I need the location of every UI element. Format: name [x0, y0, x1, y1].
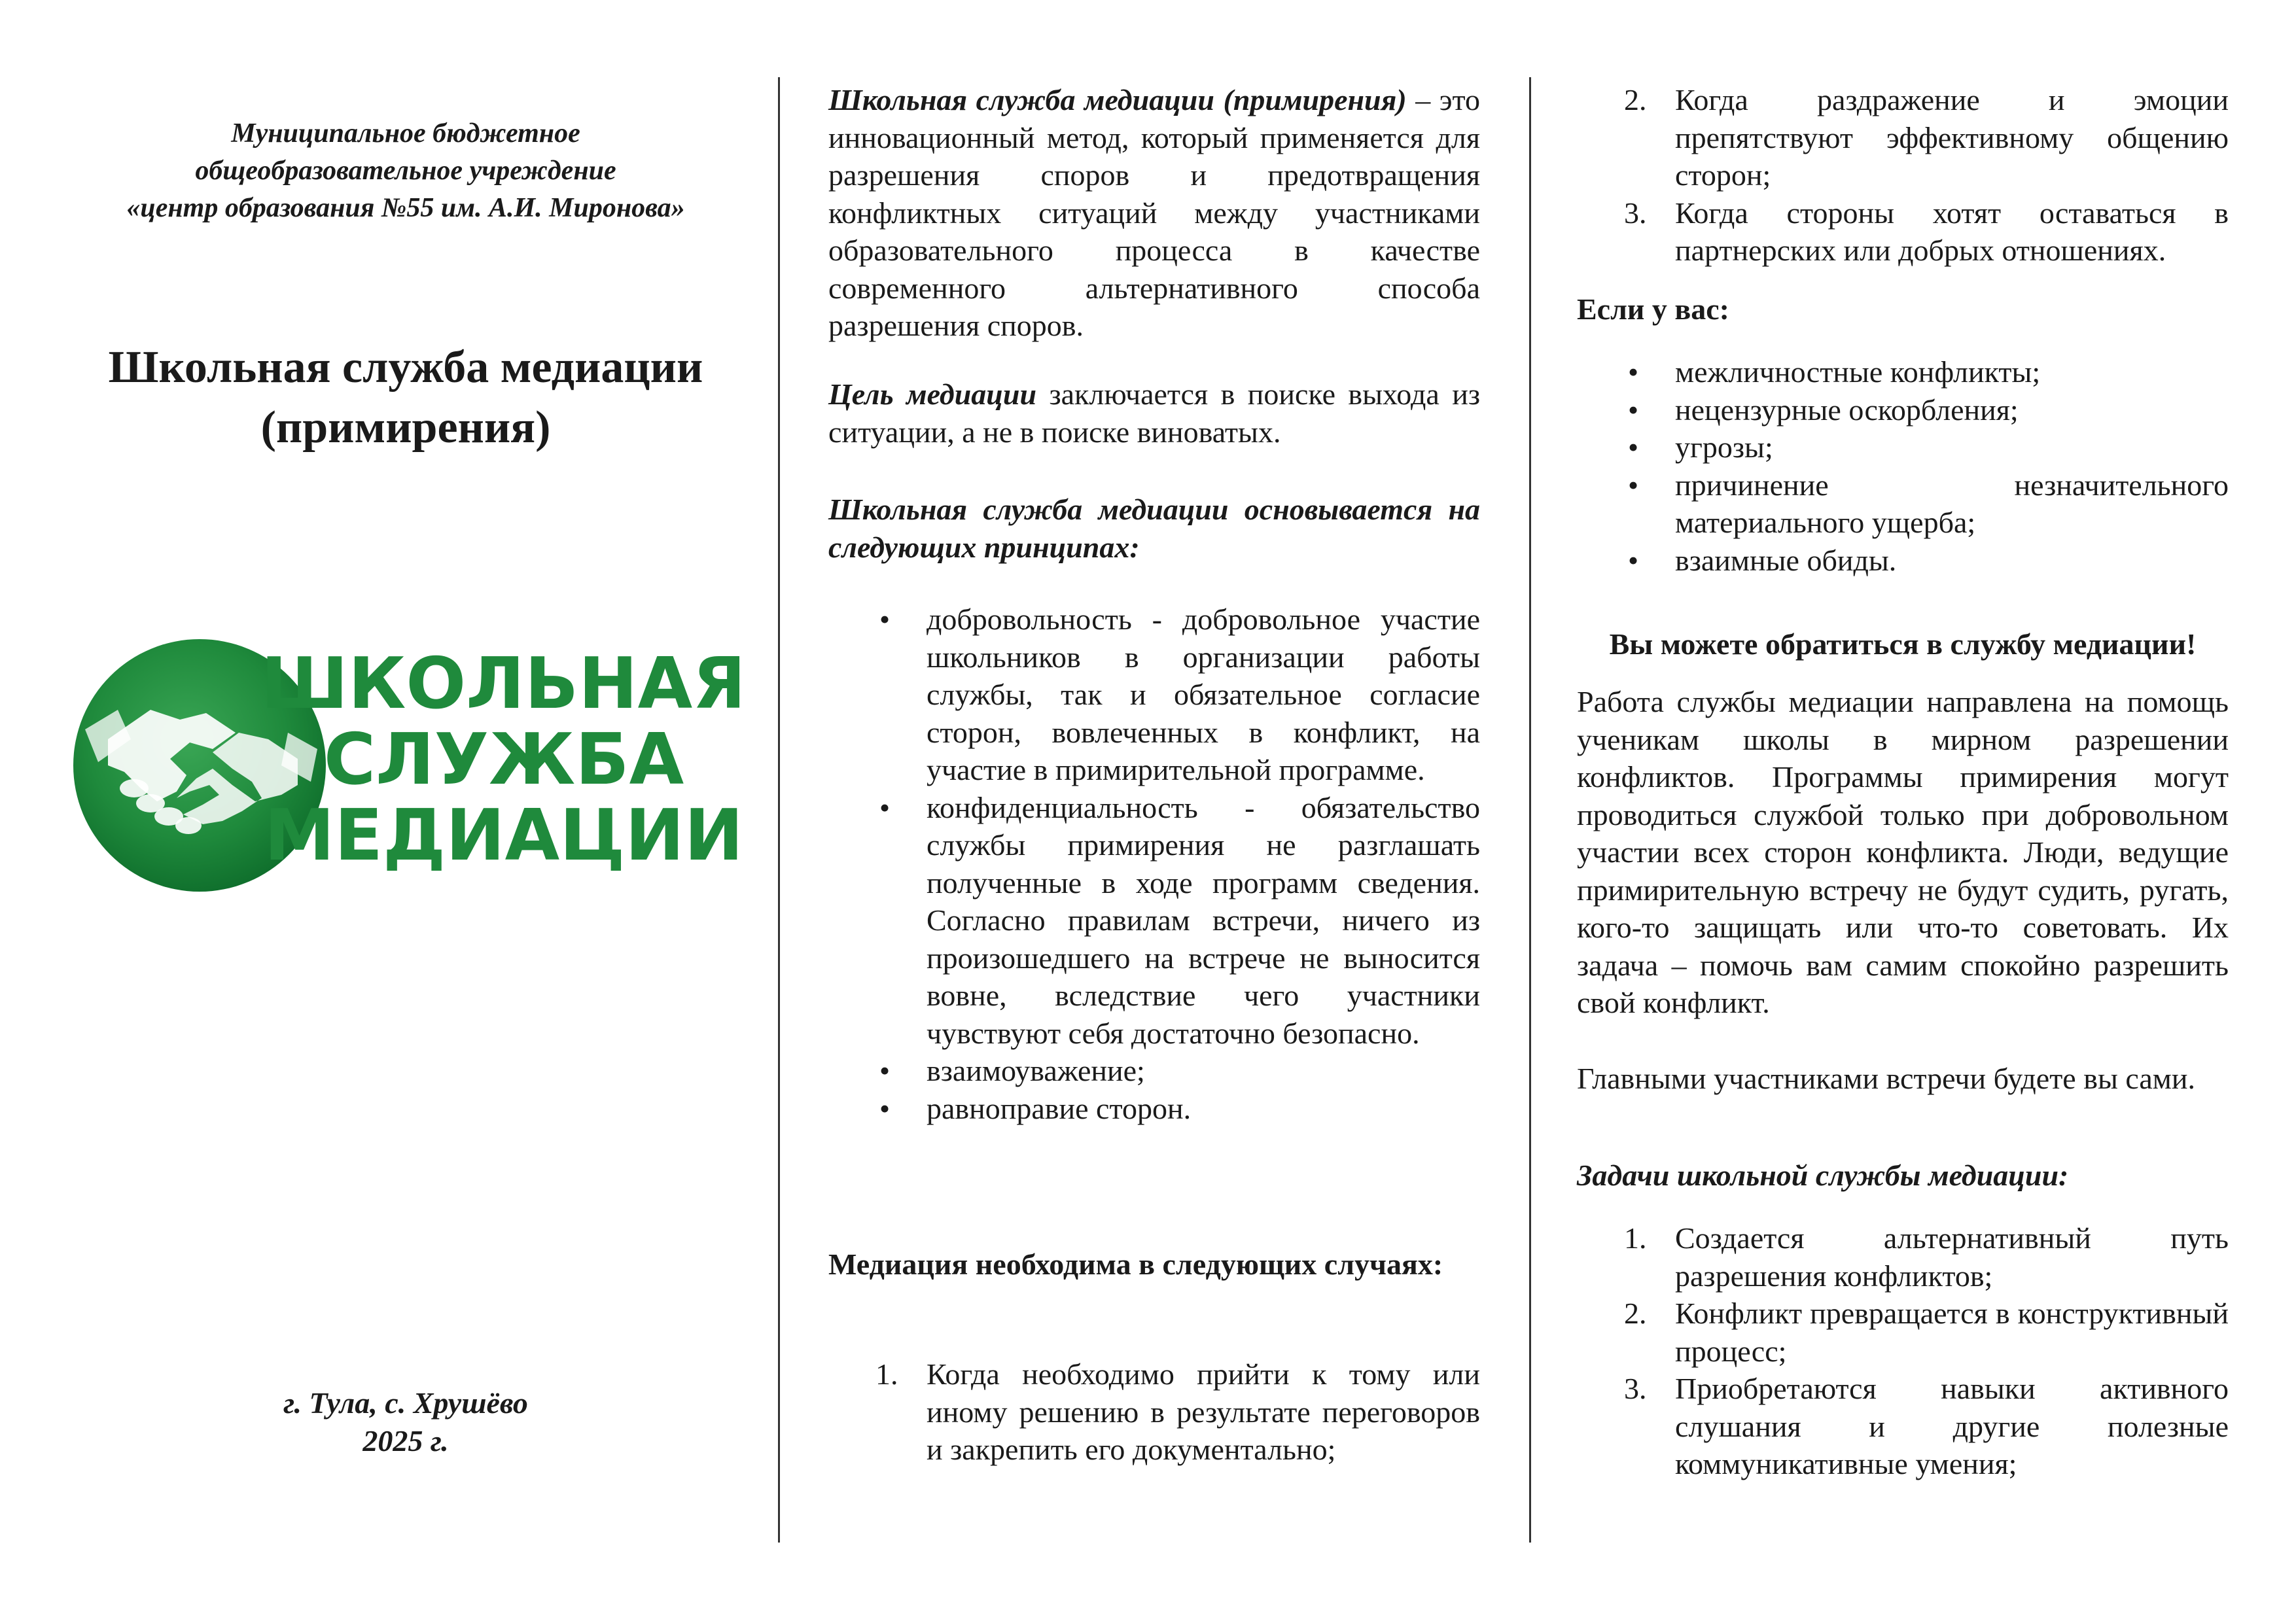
if-heading: Если у вас: [1577, 292, 1729, 326]
list-item-text: нецензурные оскорбления; [1675, 393, 2019, 427]
list-number: 2. [1624, 83, 1647, 116]
list-item-text: равноправие сторон. [927, 1091, 1192, 1125]
list-item [1577, 81, 2229, 194]
list-item [828, 601, 1480, 789]
goal-term: Цель медиации [828, 377, 1037, 411]
logo-text-line: МЕДИАЦИИ [264, 795, 739, 877]
bullet-icon: • [1628, 468, 1639, 502]
org-line: «центр образования №55 им. А.И. Миронова» [126, 193, 685, 223]
title-line: (примирения) [260, 402, 551, 453]
goal-paragraph [828, 375, 1480, 451]
cases-list [828, 1355, 1480, 1469]
list-item-text: добровольность - добровольное участие школьников в организации работы службы, так и обязательное согласие сторон, вовлеченных в конфликт, на участие в примирительной программе. [927, 602, 1480, 786]
logo-text-line: СЛУЖБА [323, 719, 684, 801]
bullet-icon: • [879, 1054, 891, 1087]
list-item-text: взаимные обиды. [1675, 543, 1897, 577]
goal-text: заключается в поиске выхода из ситуации, а не в поиске виноватых. [828, 377, 1480, 449]
list-item [1577, 428, 2229, 466]
title-line: Школьная служба медиации [108, 342, 703, 393]
list-item-text: взаимоуважение; [927, 1054, 1145, 1087]
org-line: Муниципальное бюджетное [231, 118, 580, 148]
list-item [1577, 1219, 2229, 1295]
list-item-text: угрозы; [1675, 430, 1773, 464]
fold-divider [778, 77, 780, 1543]
list-number: 3. [1624, 1372, 1647, 1405]
intro-paragraph [828, 81, 1480, 345]
list-item [828, 1355, 1480, 1469]
fold-divider [1529, 77, 1531, 1543]
info-panel-middle [828, 0, 1480, 1623]
participants-paragraph: Главными участниками встречи будете вы сами. [1577, 1062, 2195, 1095]
list-item [1577, 353, 2229, 391]
mediation-service-logo [72, 635, 739, 903]
list-item [1577, 391, 2229, 429]
organization-name [65, 115, 746, 227]
bullet-icon: • [879, 1091, 891, 1125]
city-line: г. Тула, с. Хрушёво [283, 1386, 528, 1420]
bullet-icon: • [879, 790, 891, 824]
tasks-heading: Задачи школьной службы медиации: [1577, 1159, 2069, 1192]
list-number: 1. [875, 1357, 898, 1391]
list-item [1577, 542, 2229, 580]
intro-text: – это инновационный метод, который применяется для разрешения споров и предотвращения конфликтных ситуаций между участниками образовательного процесса в качестве современного альтернативного способа разрешения споров. [828, 83, 1481, 342]
list-item [1577, 466, 2229, 542]
problems-list [1577, 353, 2229, 579]
bullet-icon: • [1628, 430, 1639, 464]
list-item-text: причинение незначительного материального ущерба; [1675, 468, 2229, 539]
bullet-icon: • [1628, 543, 1639, 577]
list-item [1577, 1295, 2229, 1370]
bullet-icon: • [1628, 393, 1639, 427]
work-paragraph: Работа службы медиации направлена на помощь ученикам школы в мирном разрешении конфликтов. Программы примирения могут проводиться службой только при добровольном участии всех сторон конфликта. Люди, ведущие примирительную встречу не будут судить, ругать, кого-то защищать или что-то советовать. Их задача – помочь вам самим спокойно разрешить свой конфликт. [1577, 685, 2229, 1019]
list-item [1577, 194, 2229, 270]
list-item-text: Когда стороны хотят оставаться в партнерских или добрых отношениях. [1675, 196, 2229, 267]
list-item-text: конфиденциальность - обязательство службы примирения не разглашать полученные в ходе программ сведения. Согласно правилам встречи, ничего из произошедшего на встрече не выносится вовне, вследствие чего участники чувствуют себя достаточно безопасно. [927, 790, 1480, 1050]
list-item [828, 789, 1480, 1053]
org-line: общеобразовательное учреждение [195, 156, 616, 186]
location-and-year [131, 1384, 680, 1460]
contact-heading: Вы можете обратиться в службу медиации! [1609, 627, 2197, 661]
cover-panel [0, 0, 780, 1623]
list-item-text: межличностные конфликты; [1675, 355, 2041, 389]
list-item-text: Когда раздражение и эмоции препятствуют эффективному общению сторон; [1675, 83, 2229, 192]
cases-list-continued [1577, 81, 2229, 270]
list-item-text: Приобретаются навыки активного слушания и другие полезные коммуникативные умения; [1675, 1372, 2229, 1480]
principles-heading: Школьная служба медиации основывается на следующих принципах: [828, 493, 1480, 564]
principles-list [828, 601, 1480, 1127]
intro-term: Школьная служба медиации (примирения) [828, 83, 1407, 116]
list-item-text: Когда необходимо прийти к тому или иному решению в результате переговоров и закрепить его документально; [927, 1357, 1480, 1466]
list-item [828, 1052, 1480, 1090]
list-number: 3. [1624, 196, 1647, 230]
list-item [828, 1090, 1480, 1128]
info-panel-right [1577, 0, 2229, 1623]
list-item-text: Конфликт превращается в конструктивный процесс; [1675, 1297, 2229, 1368]
list-item [1577, 1370, 2229, 1483]
list-number: 2. [1624, 1297, 1647, 1330]
tasks-list [1577, 1219, 2229, 1483]
year-line: 2025 г. [362, 1424, 449, 1457]
list-item-text: Создается альтернативный путь разрешения конфликтов; [1675, 1221, 2229, 1293]
list-number: 1. [1624, 1221, 1647, 1255]
cases-heading: Медиация необходима в следующих случаях: [828, 1248, 1443, 1281]
bullet-icon: • [1628, 355, 1639, 389]
brochure-title [52, 338, 759, 458]
bullet-icon: • [879, 602, 891, 636]
logo-text-line: ШКОЛЬНАЯ [260, 643, 739, 725]
